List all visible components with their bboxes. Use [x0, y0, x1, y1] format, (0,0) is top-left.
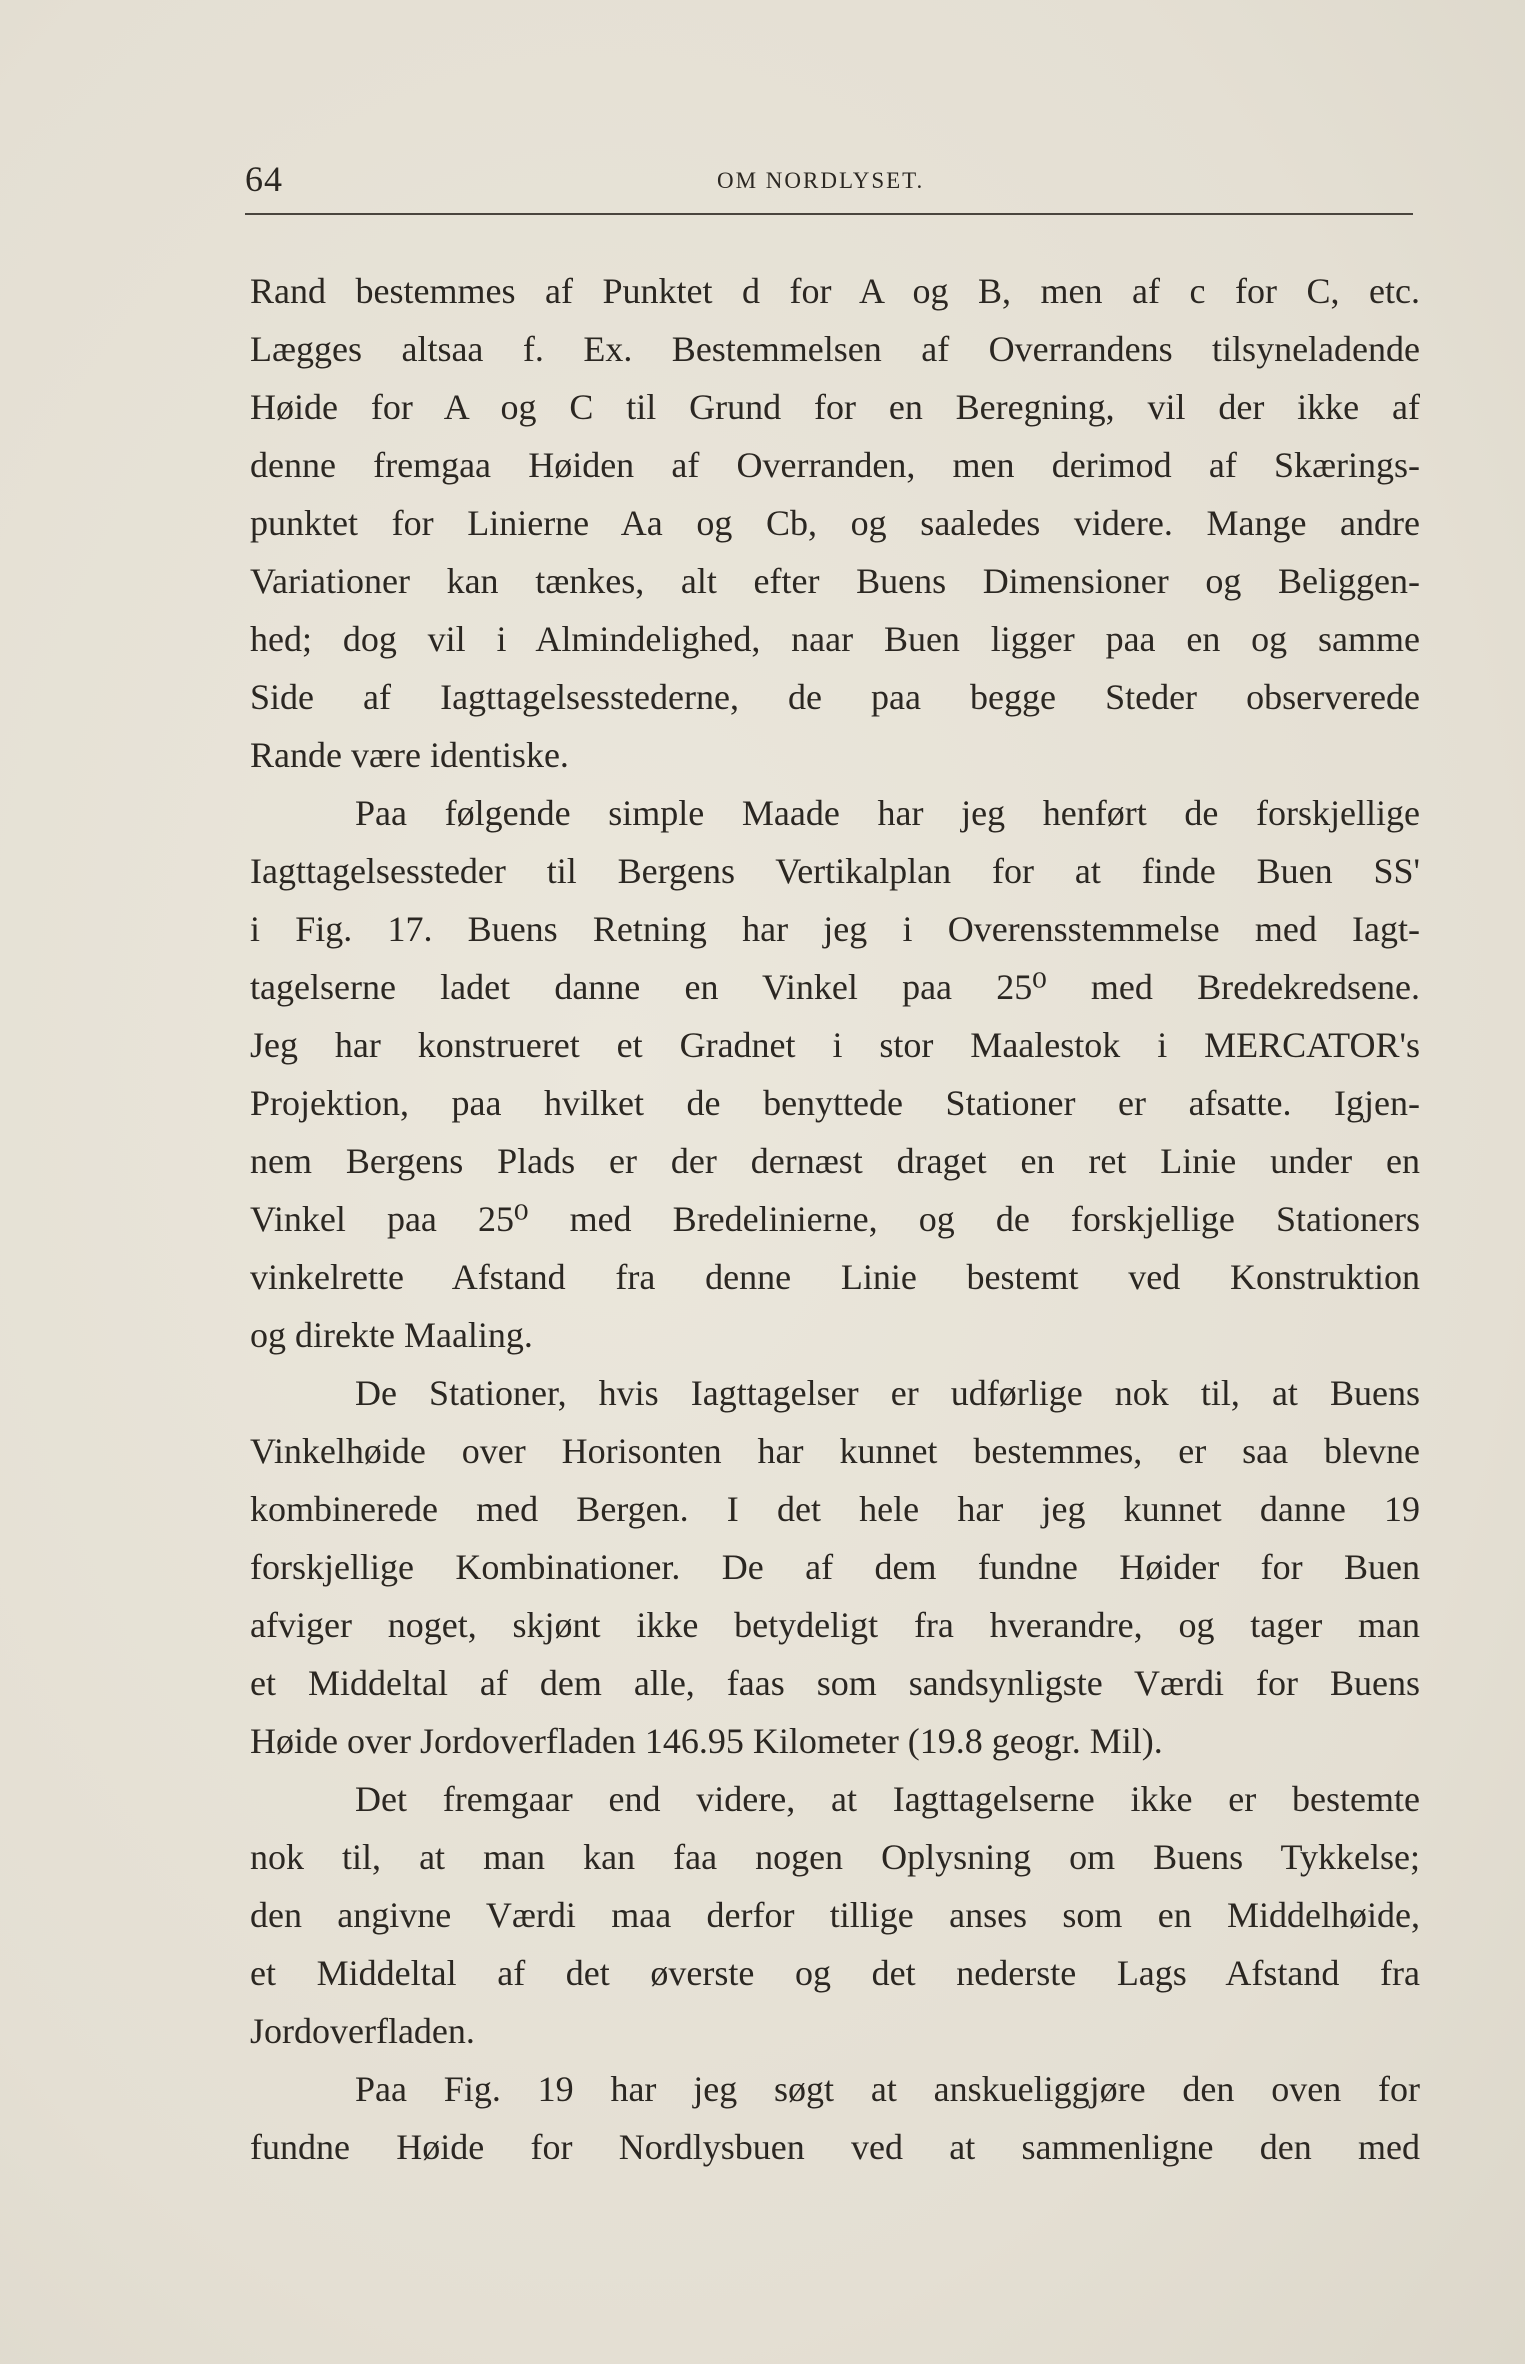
text-line: afviger noget, skjønt ikke betydeligt fra hverandre, og tager man	[250, 1605, 1420, 1645]
text-line: Vinkel paa 25⁰ med Bredelinierne, og de forskjellige Stationers	[250, 1199, 1420, 1239]
text-line: forskjellige Kombinationer. De af dem fundne Høider for Buen	[250, 1547, 1420, 1587]
text-line: nem Bergens Plads er der dernæst draget en ret Linie under en	[250, 1141, 1420, 1181]
text-line: et Middeltal af det øverste og det nederste Lags Afstand fra	[250, 1953, 1420, 1993]
text-line: Projektion, paa hvilket de benyttede Stationer er afsatte. Igjen-	[250, 1083, 1420, 1123]
text-line: Paa Fig. 19 har jeg søgt at anskueliggjøre den oven for	[355, 2069, 1420, 2109]
text-line: Høide for A og C til Grund for en Beregning, vil der ikke af	[250, 387, 1420, 427]
text-line: Iagttagelsessteder til Bergens Vertikalplan for at finde Buen SS'	[250, 851, 1420, 891]
text-line: Jeg har konstrueret et Gradnet i stor Maalestok i MERCATOR's	[250, 1025, 1420, 1065]
text-line: kombinerede med Bergen. I det hele har jeg kunnet danne 19	[250, 1489, 1420, 1529]
text-line: Side af Iagttagelsesstederne, de paa begge Steder observerede	[250, 677, 1420, 717]
paragraph	[250, 262, 1420, 784]
text-line: og direkte Maaling.	[250, 1315, 533, 1355]
text-line: Rande være identiske.	[250, 735, 569, 775]
text-line: den angivne Værdi maa derfor tillige anses som en Middelhøide,	[250, 1895, 1420, 1935]
paragraph	[250, 1364, 1420, 1770]
text-line: tagelserne ladet danne en Vinkel paa 25⁰ med Bredekredsene.	[250, 967, 1420, 1007]
paragraph	[250, 1770, 1420, 2060]
text-line: Paa følgende simple Maade har jeg henført de forskjellige	[355, 793, 1420, 833]
text-line: Jordoverfladen.	[250, 2011, 475, 2051]
text-line: Lægges altsaa f. Ex. Bestemmelsen af Overrandens tilsyneladende	[250, 329, 1420, 369]
text-line: nok til, at man kan faa nogen Oplysning om Buens Tykkelse;	[250, 1837, 1420, 1877]
text-line: Det fremgaar end videre, at Iagttagelserne ikke er bestemte	[355, 1779, 1420, 1819]
text-line: hed; dog vil i Almindelighed, naar Buen ligger paa en og samme	[250, 619, 1420, 659]
text-line: Høide over Jordoverfladen 146.95 Kilometer (19.8 geogr. Mil).	[250, 1721, 1163, 1761]
body-text	[250, 262, 1420, 2176]
paragraph	[250, 784, 1420, 1364]
paragraph	[250, 2060, 1420, 2176]
text-line: denne fremgaa Høiden af Overranden, men derimod af Skærings-	[250, 445, 1420, 485]
text-line: Vinkelhøide over Horisonten har kunnet bestemmes, er saa blevne	[250, 1431, 1420, 1471]
text-line: punktet for Linierne Aa og Cb, og saaledes videre. Mange andre	[250, 503, 1420, 543]
text-line: Variationer kan tænkes, alt efter Buens Dimensioner og Beliggen-	[250, 561, 1420, 601]
page-number: 64	[245, 159, 283, 199]
text-line: Rand bestemmes af Punktet d for A og B, men af c for C, etc.	[250, 271, 1420, 311]
running-head: OM NORDLYSET.	[717, 168, 925, 193]
text-line: De Stationer, hvis Iagttagelser er udførlige nok til, at Buens	[355, 1373, 1420, 1413]
text-line: fundne Høide for Nordlysbuen ved at sammenligne den med	[250, 2127, 1420, 2167]
text-line: i Fig. 17. Buens Retning har jeg i Overensstemmelse med Iagt-	[250, 909, 1420, 949]
text-line: et Middeltal af dem alle, faas som sandsynligste Værdi for Buens	[250, 1663, 1420, 1703]
page-header	[245, 158, 1413, 208]
text-line: vinkelrette Afstand fra denne Linie bestemt ved Konstruktion	[250, 1257, 1420, 1297]
header-rule	[245, 213, 1413, 215]
